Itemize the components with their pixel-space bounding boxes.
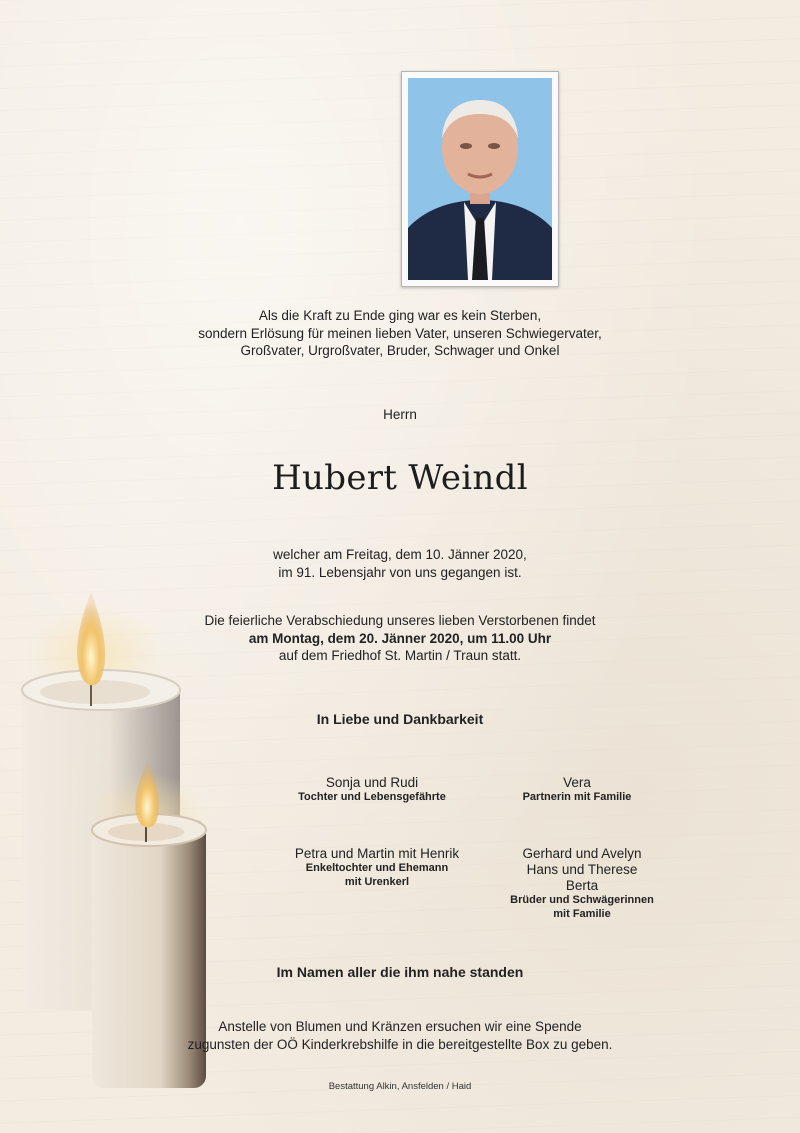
mourner-name: Berta: [565, 878, 599, 893]
mourner-group: [462, 775, 692, 805]
closing-heading: Im Namen aller die ihm nahe standen: [276, 964, 524, 980]
mourner-name: Gerhard und Avelyn: [522, 846, 642, 861]
salutation: Herrn: [383, 407, 417, 422]
donation-line: zugunsten der OÖ Kinderkrebshilfe in die bereitgestellte Box zu geben.: [187, 1036, 613, 1052]
mourner-group: [467, 846, 697, 921]
mourner-name: Vera: [563, 775, 591, 790]
verse: [0, 307, 800, 360]
verse-line: Als die Kraft zu Ende ging war es kein Sterben,: [258, 308, 542, 323]
undertaker: Bestattung Alkin, Ansfelden / Haid: [328, 1081, 472, 1092]
mourner-relation: mit Urenkerl: [344, 875, 410, 888]
mourner-relation: Brüder und Schwägerinnen: [510, 894, 654, 906]
donation-notice: [0, 1018, 800, 1053]
ceremony-line: auf dem Friedhof St. Martin / Traun statt.: [278, 648, 522, 663]
verse-line: Großvater, Urgroßvater, Bruder, Schwager und Onkel: [240, 343, 560, 358]
mourner-relation: mit Familie: [553, 907, 611, 920]
mourner-relation: Tochter und Lebensgefährte: [298, 791, 446, 803]
donation-line: Anstelle von Blumen und Kränzen ersuchen wir eine Spende: [218, 1019, 582, 1034]
mourner-name: Petra und Martin mit Henrik: [294, 846, 460, 861]
ceremony-line: Die feierliche Verabschiedung unseres lieben Verstorbenen findet: [204, 613, 596, 628]
ceremony-notice: [0, 612, 800, 665]
love-heading: In Liebe und Dankbarkeit: [316, 711, 484, 727]
portrait-frame: [401, 71, 559, 287]
mourner-name: Hans und Therese: [526, 862, 638, 877]
verse-line: sondern Erlösung für meinen lieben Vater, unseren Schwiegervater,: [198, 325, 602, 341]
mourner-group: [262, 846, 492, 889]
mourner-name: Sonja und Rudi: [325, 775, 419, 790]
death-notice-line: welcher am Freitag, dem 10. Jänner 2020,: [273, 547, 527, 562]
ceremony-date: am Montag, dem 20. Jänner 2020, um 11.00 Uhr: [248, 630, 552, 646]
mourner-group: [257, 775, 487, 805]
mourner-relation: Partnerin mit Familie: [522, 791, 632, 803]
death-notice-line: im 91. Lebensjahr von uns gegangen ist.: [278, 564, 522, 580]
deceased-name: Hubert Weindl: [272, 458, 528, 498]
death-notice: [0, 546, 800, 581]
portrait-photo: [408, 78, 552, 280]
mourner-relation: Enkeltochter und Ehemann: [305, 862, 449, 874]
